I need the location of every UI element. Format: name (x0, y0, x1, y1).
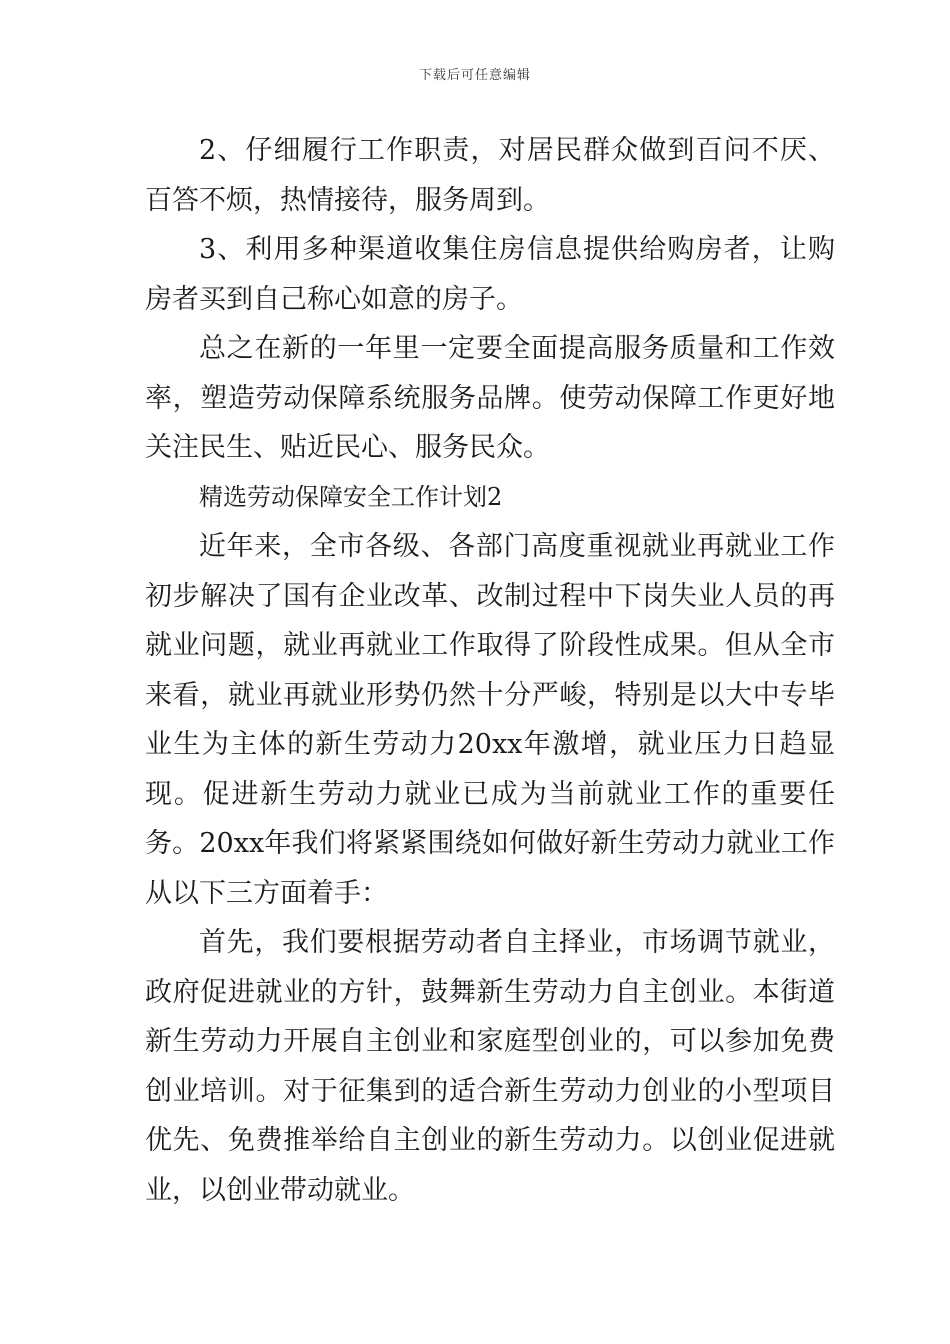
paragraph-summary: 总之在新的一年里一定要全面提高服务质量和工作效率，塑造劳动保障系统服务品牌。使劳动保障工作更好地关注民生、贴近民心、服务民众。 (145, 333, 835, 463)
paragraph-first-measure: 首先，我们要根据劳动者自主择业，市场调节就业，政府促进就业的方针，鼓舞新生劳动力自主创业。本街道新生劳动力开展自主创业和家庭型创业的，可以参加免费创业培训。对于征集到的适合新生劳动力创业的小型项目优先、免费推举给自主创业的新生劳动力。以创业促进就业，以创业带动就业。 (145, 927, 835, 1206)
section-heading: 精选劳动保障安全工作计划2 (199, 482, 503, 511)
paragraph-item-3: 3、利用多种渠道收集住房信息提供给购房者，让购房者买到自己称心如意的房子。 (145, 234, 835, 315)
page-header-note: 下载后可任意编辑 (418, 68, 531, 83)
document-body (145, 126, 835, 1215)
paragraph-item-2: 2、仔细履行工作职责，对居民群众做到百问不厌、百答不烦，热情接待，服务周到。 (145, 135, 835, 216)
paragraph-background: 近年来，全市各级、各部门高度重视就业再就业工作初步解决了国有企业改革、改制过程中下岗失业人员的再就业问题，就业再就业工作取得了阶段性成果。但从全市来看，就业再就业形势仍然十分严峻，特别是以大中专毕业生为主体的新生劳动力20xx年激增，就业压力日趋显现。促进新生劳动力就业已成为当前就业工作的重要任务。20xx年我们将紧紧围绕如何做好新生劳动力就业工作从以下三方面着手： (145, 531, 835, 909)
